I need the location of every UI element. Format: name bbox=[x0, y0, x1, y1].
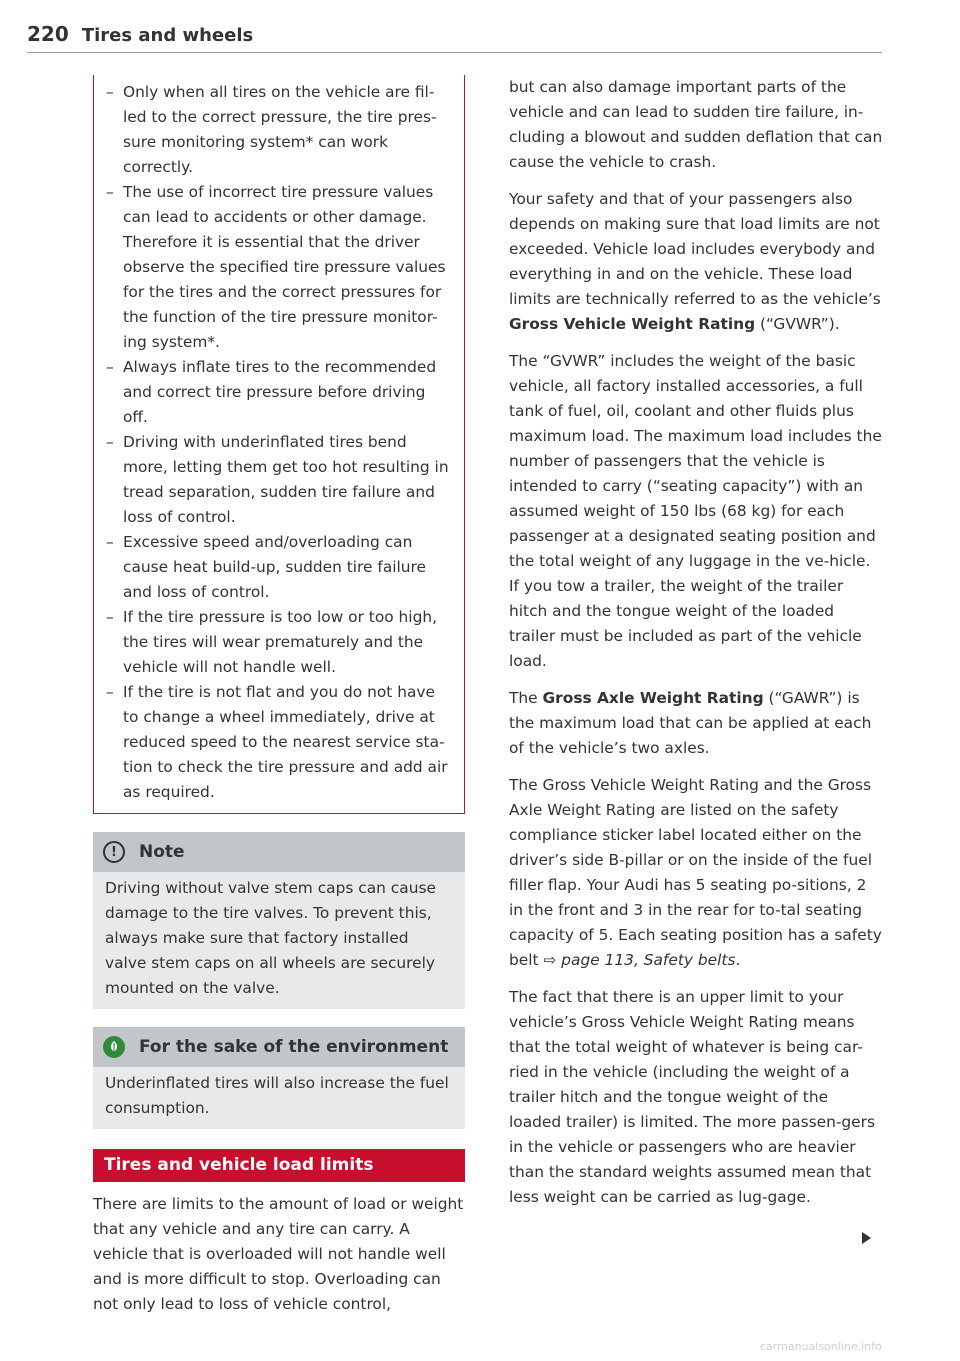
section-intro: There are limits to the amount of load or weight that any vehicle and any tire can carry. A vehicle that is overloaded will not handle well and is more difficult to stop. Overloading can not only lead to loss of vehicle control, bbox=[93, 1195, 464, 1313]
text-run: The bbox=[509, 689, 543, 707]
page-header bbox=[27, 22, 882, 53]
paragraph: The fact that there is an upper limit to your vehicle’s Gross Vehicle Weight Rating means that the total weight of whatever is being car-ried in the vehicle (including the weight of a trailer hitch and the tongue weight of the loaded trailer) is limited. The more passen-gers in the vehicle or passengers who are heavier than the standard weights assumed mean that less weight can be carried as lug-gage. bbox=[509, 988, 876, 1206]
environment-body: Underinflated tires will also increase the fuel consumption. bbox=[93, 1067, 465, 1129]
bold-term: Gross Axle Weight Rating bbox=[542, 689, 764, 707]
section-heading: Tires and vehicle load limits bbox=[93, 1149, 465, 1182]
environment-title: For the sake of the environment bbox=[139, 1036, 449, 1057]
note-title: Note bbox=[139, 841, 185, 862]
text-run: Your safety and that of your passengers also depends on making sure that load limits are not exceeded. Vehicle load includes everybody and everything in and on the vehicle. These load limits are technically referred to as the vehicle’s bbox=[509, 190, 881, 308]
note-header bbox=[93, 832, 465, 872]
warning-list bbox=[106, 80, 450, 805]
warning-item: – Driving with underinflated tires bend more, letting them get too hot resulting in tread separation, sudden tire failure and loss of control. bbox=[106, 430, 450, 530]
right-column bbox=[509, 75, 885, 1210]
left-column bbox=[93, 75, 465, 1317]
environment-header bbox=[93, 1027, 465, 1067]
warning-box bbox=[93, 75, 465, 814]
paragraph: The “GVWR” includes the weight of the basic vehicle, all factory installed accessories, a full tank of fuel, oil, coolant and other fluids plus maximum load. The maximum load includes the number of passengers that the vehicle is intended to carry (“seating capacity”) with an assumed weight of 150 lbs (68 kg) for each passenger at a designated seating position and the total weight of any luggage in the ve-hicle. If you tow a trailer, the weight of the trailer hitch and the tongue weight of the loaded trailer must be included as part of the vehicle load. bbox=[509, 352, 882, 670]
warning-item: – Always inflate tires to the recommended and correct tire pressure before driving off. bbox=[106, 355, 450, 430]
watermark: carmanualsonline.info bbox=[760, 1340, 882, 1353]
text-run: (“GAWR”) is the maximum load that can be applied at each of the vehicle’s two axles. bbox=[509, 689, 872, 757]
warning-item: – The use of incorrect tire pressure values can lead to accidents or other damage. Therefore it is essential that the driver observe the specified tire pressure values for the tires and the correct pressures for the function of the tire pressure monitor-ing system*. bbox=[106, 180, 450, 355]
warning-item: – If the tire is not flat and you do not have to change a wheel immediately, drive at reduced speed to the nearest service sta-tion to check the tire pressure and add air as required. bbox=[106, 680, 450, 805]
bold-term: Gross Vehicle Weight Rating bbox=[509, 315, 756, 333]
page-number: 220 bbox=[27, 22, 69, 46]
page-reference-link[interactable]: ⇨ page 113, Safety belts bbox=[543, 951, 736, 969]
warning-item: – If the tire pressure is too low or too high, the tires will wear prematurely and the vehicle will not handle well. bbox=[106, 605, 450, 680]
exclamation-circle-icon: ! bbox=[103, 841, 125, 863]
continue-arrow-icon bbox=[862, 1232, 871, 1244]
text-run: The Gross Vehicle Weight Rating and the Gross Axle Weight Rating are listed on the safety compliance sticker label located either on the driver’s side B-pillar or on the inside of the fuel filler flap. Your Audi has 5 seating po-sitions, 2 in the front and 3 in the rear for to-tal seating capacity of 5. Each seating position has a safety belt bbox=[509, 776, 882, 969]
text-run: (“GVWR”). bbox=[755, 315, 840, 333]
paragraph bbox=[509, 187, 885, 337]
paragraph bbox=[509, 686, 885, 761]
paragraph: but can also damage important parts of the vehicle and can lead to sudden tire failure, in-cluding a blowout and sudden deflation that can cause the vehicle to crash. bbox=[509, 78, 883, 171]
note-body: Driving without valve stem caps can cause damage to the tire valves. To prevent this, always make sure that factory installed valve stem caps on all wheels are securely mounted on the valve. bbox=[93, 872, 465, 1009]
leaf-icon bbox=[103, 1036, 125, 1058]
warning-item: – Only when all tires on the vehicle are fil-led to the correct pressure, the tire pres-sure monitoring system* can work correctly. bbox=[106, 80, 450, 180]
warning-item: – Excessive speed and/overloading can cause heat build-up, sudden tire failure and loss of control. bbox=[106, 530, 450, 605]
text-run: . bbox=[735, 951, 741, 969]
page-title: Tires and wheels bbox=[81, 25, 254, 46]
paragraph bbox=[509, 773, 885, 973]
